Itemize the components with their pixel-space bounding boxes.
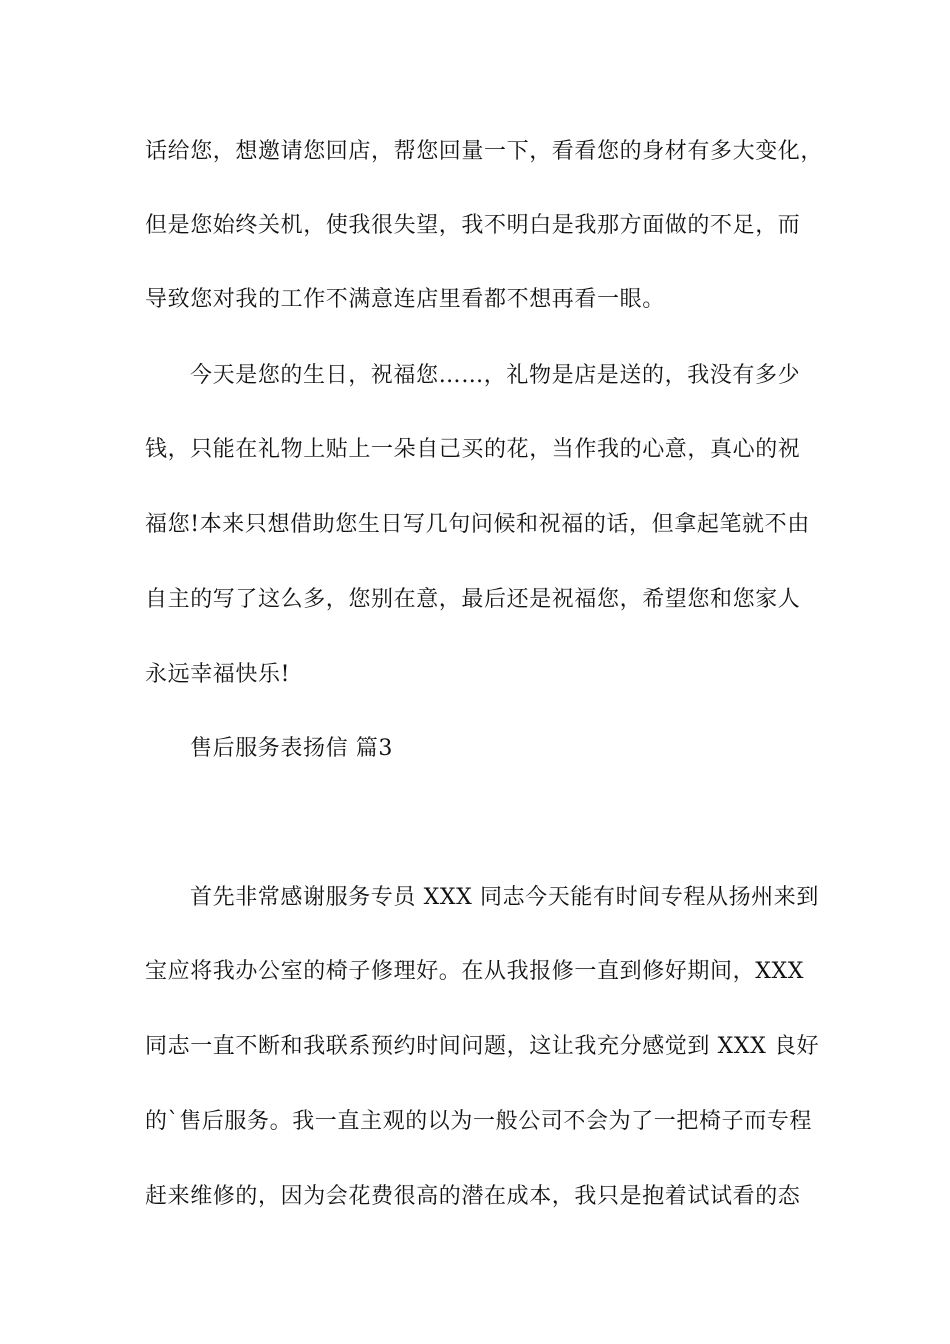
paragraph-1-line-2: 但是您始终关机，使我很失望，我不明白是我那方面做的不足，而 <box>145 213 801 238</box>
paragraph-2-line-5: 永远幸福快乐! <box>145 662 291 687</box>
paragraph-3-line-1: 首先非常感谢服务专员 XXX 同志今天能有时间专程从扬州来到 <box>190 885 819 910</box>
paragraph-2-line-4: 自主的写了这么多，您别在意，最后还是祝福您，希望您和您家人 <box>145 587 801 612</box>
section-heading: 售后服务表扬信 篇3 <box>190 736 393 761</box>
paragraph-2-line-3: 福您!本来只想借助您生日写几句问候和祝福的话，但拿起笔就不由 <box>145 512 810 537</box>
paragraph-2-line-1: 今天是您的生日，祝福您……，礼物是店是送的，我没有多少 <box>190 363 801 388</box>
paragraph-3-line-4: 的`售后服务。我一直主观的以为一般公司不会为了一把椅子而专程 <box>145 1109 813 1134</box>
paragraph-3-line-3: 同志一直不断和我联系预约时间问题，这让我充分感觉到 XXX 良好 <box>145 1034 820 1059</box>
paragraph-3-line-5: 赶来维修的，因为会花费很高的潜在成本，我只是抱着试试看的态 <box>145 1184 801 1209</box>
paragraph-3-line-2: 宝应将我办公室的椅子修理好。在从我报修一直到修好期间，XXX <box>145 959 804 984</box>
paragraph-1-line-3: 导致您对我的工作不满意连店里看都不想再看一眼。 <box>145 287 665 312</box>
paragraph-2-line-2: 钱，只能在礼物上贴上一朵自己买的花，当作我的心意，真心的祝 <box>145 437 801 462</box>
paragraph-1-line-1: 话给您，想邀请您回店，帮您回量一下，看看您的身材有多大变化， <box>145 139 824 164</box>
